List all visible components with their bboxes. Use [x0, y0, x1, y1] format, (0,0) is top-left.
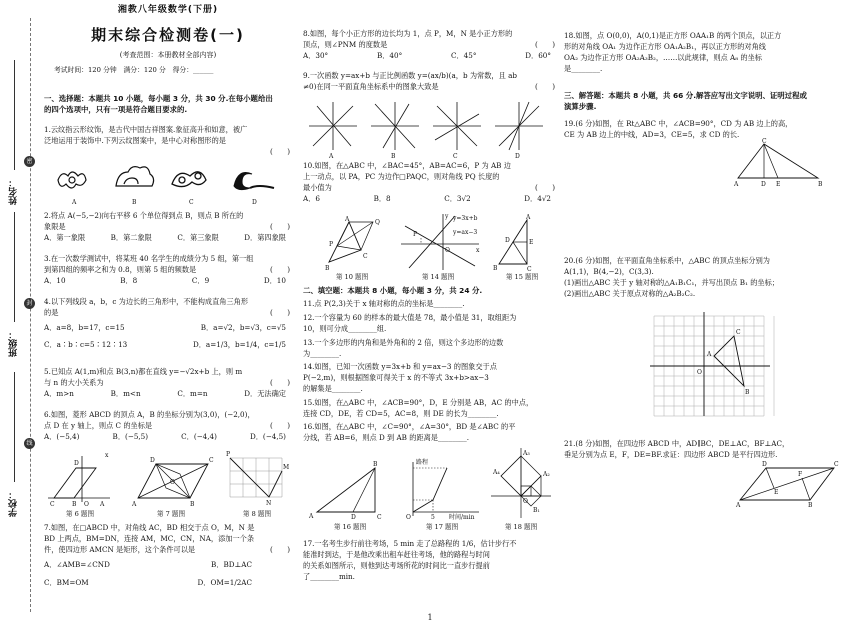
figure-q21 [736, 461, 840, 509]
question-2: 2.将点 A(−5,−2)向右平移 6 个单位得到点 B，则点 B 所在的 象限是 ( ) A．第一象限 B．第二象限 C．第三象限 D．第四象限 [44, 211, 290, 243]
seal-knot: 线 [24, 438, 35, 449]
graph-option-d [495, 102, 543, 150]
cloud-pattern-b [116, 167, 154, 186]
seal-line [30, 18, 31, 612]
question-6: 6.如图，菱形 ABCD 的顶点 A，B 的坐标分别为(3,0)，(−2,0)， 点 D 在 y 轴上，则点 C 的坐标是 ( ) A．(−5,4) B．(−5,5) C．(−4,4) D．(−4,5) [44, 410, 290, 442]
name-underline [14, 60, 15, 170]
svg-text:D: D [762, 461, 767, 468]
figure-q8 [226, 452, 288, 508]
seal-knot: 密 [24, 156, 35, 167]
question-10: 10.如图，在△ABC 中，∠BAC=45°，AB=AC=6，P 为 AB 边 上一动点，以 PA，PC 为边作□PAQC，则对角线 PQ 长度的 最小值为 ( ) A．6 B．8 C．3√2 D．4√2 [303, 161, 555, 204]
exam-info: 考试时间：120 分钟 满分：120 分 得分：______ [54, 66, 214, 74]
option-d[interactable]: D．10 [263, 276, 286, 286]
svg-text:A₄: A₄ [493, 469, 500, 476]
caption-fig15: 第 15 题图 [505, 273, 539, 281]
option-b[interactable]: B．a=√2，b=√3，c=√5 [200, 323, 286, 333]
question-13: 13.一个多边形的内角和是外角和的 2 倍，则这个多边形的边数 为________. [303, 338, 504, 359]
option-d[interactable]: D．OM=1/2AC [197, 577, 252, 587]
question-1: 1.云纹指云形纹饰，是古代中国古祥图案.象征高升和如意，被广 泛地运用于装饰中.下列云纹图案中，是中心对称图形的是 ( ) [44, 125, 290, 156]
question-7: 7.如图，在□ABCD 中，对角线 AC，BD 相交于点 O，M，N 是 BD 上两点，BM=DN，连接 AM，MC，CN，NA，添加一个条 件，使四边形 AMCN 是矩形，这个条件可以是 ( ) A．∠AMB=∠CND B．BD⊥AC C．BM=OM D．OM=1/2AC [44, 523, 290, 587]
option-b[interactable]: B．m<n [110, 389, 141, 399]
svg-text:B: B [325, 265, 330, 272]
svg-text:C: C [377, 514, 382, 521]
caption-fig14: 第 14 题图 [421, 273, 455, 281]
svg-text:B: B [190, 501, 195, 508]
svg-text:D: D [505, 237, 510, 244]
class-label: 班级： [9, 330, 20, 357]
option-c[interactable]: C．BM=OM [44, 577, 89, 587]
svg-text:O: O [523, 498, 528, 505]
question-14: 14.如图，已知一次函数 y=3x+b 和 y=ax−3 的图象交于点 P(−2,m)，则根据图象可得关于 x 的不等式 3x+b>ax−3 的解集是________. [303, 362, 497, 394]
option-a[interactable]: A．∠AMB=∠CND [44, 560, 110, 570]
book-series: 湘教八年级数学(下册) [117, 5, 219, 15]
question-20: 20.(6 分)如图，在平面直角坐标系中，△ABC 的顶点坐标分别为 A(1,1)，B(4,−2)，C(3,3). (1)画出△ABC 关于 y 轴对称的△A₁B₁C₁，并写出顶点 B₁ 的坐标； (2)画出△ABC 关于原点对称的△A₂B₂C₂. [564, 256, 779, 299]
option-c[interactable]: C．第三象限 [177, 233, 219, 243]
svg-text:A: A [707, 351, 712, 358]
option-b[interactable]: B．8 [120, 276, 138, 286]
caption-fig7: 第 7 题图 [156, 510, 186, 518]
page-number: 1 [427, 613, 433, 622]
figure-q18 [489, 446, 553, 520]
cloud-pattern-c [172, 172, 206, 187]
svg-text:O: O [697, 369, 702, 376]
question-17: 17.一名考生步行前往考场，5 min 走了总路程的 1/6，估计步行不 能准时到达，于是他改乘出租车赶往考场，他的路程与时间 的关系如图所示，则他到达考场所花的时间比一直步行提前 了________min. [303, 539, 517, 582]
option-d[interactable]: D．a=1/3，b=1/4，c=1/5 [192, 340, 286, 350]
option-label-b: B [391, 153, 396, 160]
svg-text:A: A [736, 502, 741, 509]
option-b[interactable]: B．40° [376, 51, 403, 61]
class-underline [14, 212, 15, 322]
question-15: 15.如图，在△ABC 中，∠ACB=90°，D，E 分别是 AB，AC 的中点， 连接 CD，DE，若 CD=5，AC=8，则 DE 的长为________. [303, 398, 534, 419]
caption-fig18: 第 18 题图 [504, 523, 538, 531]
school-underline [14, 372, 15, 482]
svg-text:A: A [132, 501, 137, 508]
svg-text:P: P [413, 231, 418, 238]
figure-q14 [399, 212, 481, 272]
line-label-1: y=3x+b [453, 215, 478, 222]
question-9: 9.一次函数 y=ax+b 与正比例函数 y=(ax/b)(a，b 为常数，且 ab ≠0)在同一平面直角坐标系中的图象大致是 ( ) [303, 71, 555, 92]
svg-text:A₃: A₃ [523, 450, 530, 457]
svg-text:C: C [527, 266, 532, 273]
figure-q10 [325, 218, 379, 272]
option-c[interactable]: C．(−4,4) [181, 432, 217, 442]
option-a[interactable]: A．m>n [44, 389, 74, 399]
svg-text:A₂: A₂ [543, 471, 550, 478]
option-c[interactable]: C．9 [191, 276, 210, 286]
figure-q16 [309, 462, 393, 520]
svg-text:C: C [834, 461, 839, 468]
name-label: 姓名： [9, 178, 20, 205]
option-a[interactable]: A．a=8，b=17，c=15 [44, 323, 125, 333]
option-label-d: D [515, 153, 520, 160]
svg-text:C: C [209, 457, 214, 464]
exam-scope: (考查范围：本册教材全部内容) [119, 51, 217, 59]
svg-text:D: D [74, 460, 79, 467]
option-d[interactable]: D．(−4,5) [249, 432, 286, 442]
section-heading: 二、填空题：本题共 8 小题，每小题 3 分，共 24 分. [303, 286, 483, 295]
option-c[interactable]: C．45° [451, 51, 477, 61]
function-graph-options [307, 100, 553, 158]
line-label-2: y=ax−3 [453, 229, 478, 236]
caption-fig6: 第 6 题图 [65, 510, 95, 518]
svg-text:C: C [50, 501, 55, 508]
svg-text:N: N [266, 500, 272, 507]
svg-text:F: F [798, 471, 803, 478]
coordinate-grid[interactable] [650, 312, 770, 416]
svg-text:O: O [445, 247, 450, 254]
svg-text:E: E [776, 181, 781, 188]
option-a[interactable]: A．6 [303, 194, 320, 204]
option-label-a: A [72, 199, 77, 206]
option-b[interactable]: B．8 [373, 194, 391, 204]
question-3: 3.在一次数学测试中，将某班 40 名学生的成绩分为 5 组，第一组 到第四组的频率之和为 0.8，则第 5 组的频数是 ( ) A．10 B．8 C．9 D．10 [44, 254, 290, 286]
svg-text:x: x [105, 452, 109, 459]
school-label: 学校： [9, 490, 20, 517]
svg-text:O: O [406, 514, 411, 521]
option-label-b: B [132, 199, 137, 206]
option-a[interactable]: A．(−5,4) [44, 432, 80, 442]
svg-text:y: y [445, 213, 449, 220]
svg-text:B₁: B₁ [533, 507, 540, 514]
svg-text:A: A [734, 181, 739, 188]
question-12: 12.一个容量为 60 的样本的最大值是 78，最小值是 31，取组距为 10，则可分成________组. [303, 313, 517, 334]
caption-fig16: 第 16 题图 [333, 523, 367, 531]
svg-text:A: A [100, 501, 105, 508]
svg-text:5: 5 [431, 514, 435, 521]
option-label-d: D [252, 199, 257, 206]
svg-text:C: C [363, 253, 368, 260]
svg-text:C: C [736, 329, 741, 336]
svg-text:B: B [818, 181, 823, 188]
svg-text:A: A [309, 513, 314, 520]
binding-strip [0, 0, 34, 632]
axis-label-y: 路程 [416, 459, 429, 466]
option-d[interactable]: D．第四象限 [244, 233, 286, 243]
option-a[interactable]: A．30° [303, 51, 329, 61]
svg-text:O: O [170, 479, 175, 486]
svg-text:A: A [345, 216, 350, 223]
svg-text:C: C [762, 138, 767, 145]
option-d[interactable]: D．4√2 [524, 194, 551, 204]
option-b[interactable]: B．(−5,5) [112, 432, 149, 442]
caption-fig10: 第 10 题图 [335, 273, 369, 281]
option-b[interactable]: B．BD⊥AC [211, 560, 252, 570]
svg-text:x: x [476, 247, 480, 254]
option-a[interactable]: A．10 [44, 276, 66, 286]
svg-text:P: P [226, 451, 231, 458]
seal-knot: 封 [24, 298, 35, 309]
option-label-c: C [189, 199, 194, 206]
question-4: 4.以下列线段 a，b，c 为边长的三角形中，不能构成直角三角形 的是 ( ) A．a=8，b=17，c=15 B．a=√2，b=√3，c=√5 C．a∶b∶c=5∶12∶13 D．a=1/3，b=1/4，c=1/5 [44, 297, 290, 350]
school-field[interactable] [6, 490, 24, 517]
figure-q15 [493, 216, 549, 272]
svg-text:B: B [745, 389, 750, 396]
cloud-pattern-options [52, 162, 288, 208]
svg-text:O: O [84, 501, 89, 508]
svg-text:B: B [493, 265, 498, 272]
question-11: 11.点 P(2,3)关于 x 轴对称的点的坐标是________. [303, 299, 465, 308]
svg-text:B: B [808, 502, 813, 509]
figure-q7 [132, 456, 214, 508]
svg-text:M: M [283, 464, 290, 471]
svg-text:D: D [761, 181, 766, 188]
axis-label-x: 时间/min [449, 514, 475, 521]
question-19: 19.(6 分)如图，在 Rt△ABC 中，∠ACB=90°，CD 为 AB 边上的高， CE 为 AB 边上的中线，AD=3，CE=5，求 CD 的长. [564, 119, 793, 140]
class-field[interactable] [6, 330, 24, 357]
question-16: 16.如图，在△ABC 中，∠C=90°，∠A=30°，BD 是∠ABC 的平 分线，若 AB=6，则点 D 到 AB 的距离是________. [303, 422, 516, 443]
svg-text:A: A [526, 214, 531, 221]
cloud-pattern-d [234, 173, 274, 190]
option-c[interactable]: C．3√2 [444, 194, 471, 204]
option-label-c: C [453, 153, 458, 160]
option-c[interactable]: C．m=n [177, 389, 208, 399]
graph-option-a [309, 102, 357, 150]
option-d[interactable]: D．无法确定 [244, 389, 286, 399]
svg-text:B: B [373, 461, 378, 468]
question-8: 8.如图，每个小正方形的边长均为 1，点 P，M，N 是小正方形的 顶点，则∠PNM 的度数是 ( ) A．30° B．40° C．45° D．60° [303, 29, 555, 61]
graph-option-b [371, 102, 419, 150]
section-heading: 一、选择题：本题共 10 小题，每小题 3 分，共 30 分.在每小题给出 的四个选项中，只有一项是符合题目要求的. [44, 94, 273, 115]
option-c[interactable]: C．a∶b∶c=5∶12∶13 [44, 340, 128, 350]
option-a[interactable]: A．第一象限 [44, 233, 86, 243]
option-b[interactable]: B．第二象限 [110, 233, 152, 243]
option-label-a: A [329, 153, 334, 160]
option-d[interactable]: D．60° [525, 51, 551, 61]
caption-fig8: 第 8 题图 [242, 510, 272, 518]
figure-q17 [403, 460, 485, 520]
name-field[interactable] [6, 178, 24, 205]
figure-q19 [734, 138, 824, 188]
question-5: 5.已知点 A(1,m)和点 B(3,n)都在直线 y=−√2x+b 上，则 m 与 n 的大小关系为 ( ) A．m>n B．m<n C．m=n D．无法确定 [44, 367, 290, 399]
caption-fig17: 第 17 题图 [425, 523, 459, 531]
cloud-pattern-a [58, 172, 86, 188]
question-18: 18.如图，点 O(0,0)，A(0,1)是正方形 OAA₁B 的两个顶点，以正方 形的对角线 OA₁ 为边作正方形 OA₁A₂B₁，再以正方形的对角线 OA₂ 为边作正方形 OA₂A₃B₂，……以此规律，则点 A₈ 的坐标 是________. [564, 31, 782, 74]
graph-option-c [433, 102, 481, 150]
page-title: 期末综合检测卷(一) [91, 26, 245, 44]
question-21: 21.(8 分)如图，在四边形 ABCD 中，AD∥BC，DE⊥AC，BF⊥AC， 垂足分别为点 E，F，DE=BF.求证：四边形 ABCD 是平行四边形. [564, 439, 790, 460]
svg-text:B: B [72, 501, 77, 508]
svg-text:D: D [351, 514, 356, 521]
svg-text:D: D [150, 457, 155, 464]
svg-text:E: E [529, 239, 534, 246]
figure-q6 [48, 454, 112, 508]
svg-text:E: E [774, 489, 779, 496]
section-heading: 三、解答题：本题共 8 小题，共 66 分.解答应写出文字说明、证明过程或 演算步骤. [564, 91, 807, 112]
svg-text:Q: Q [375, 219, 380, 226]
svg-text:P: P [329, 241, 334, 248]
